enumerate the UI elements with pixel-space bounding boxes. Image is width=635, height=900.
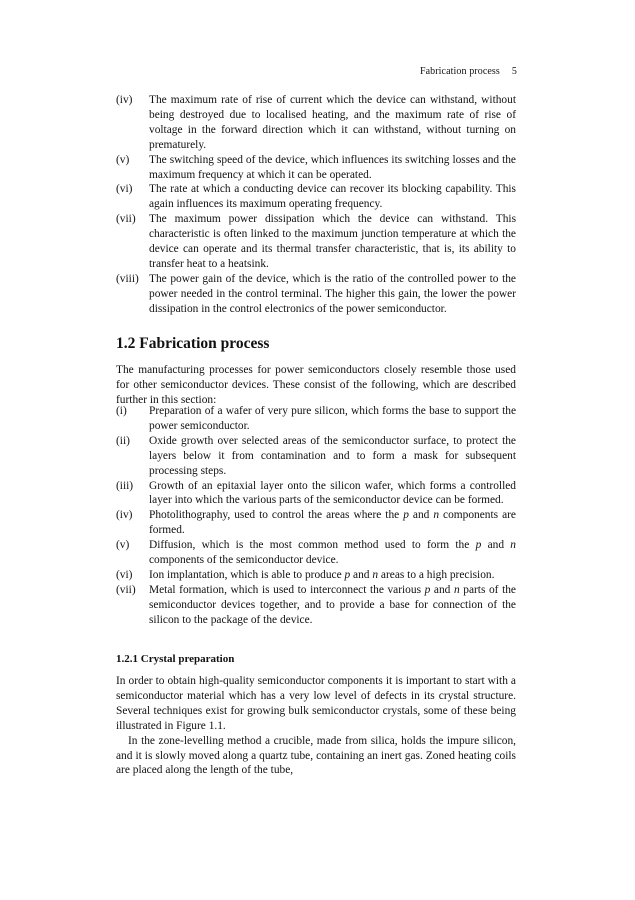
list-item-number: (iv) (116, 94, 133, 106)
list-item-number: (v) (116, 539, 130, 552)
list-item-number: (vii) (116, 583, 136, 596)
list-item-text: Preparation of a wafer of very pure silicon, which forms the base to support the power semiconductor. (149, 405, 516, 432)
running-header-title: Fabrication process (419, 66, 500, 77)
list-item-number: (vi) (116, 183, 133, 196)
list-item (116, 508, 516, 538)
section-intro-paragraph: The manufacturing processes for power semiconductors closely resemble those used for other semiconductor devices. These consist of the following, which are described further in this section: (116, 364, 516, 406)
list-item (116, 434, 516, 479)
device-characteristics-list (116, 93, 516, 317)
list-item (116, 538, 516, 568)
list-item-number: (v) (116, 153, 130, 166)
list-item-text: Oxide growth over selected areas of the semiconductor surface, to protect the layers below it from contamination and to form a mask for subsequent processing steps. (149, 434, 516, 477)
page-number: 5 (511, 66, 517, 77)
subsection-body (116, 674, 516, 778)
list-item-text: The power gain of the device, which is the ratio of the controlled power to the power needed in the control terminal. The higher this gain, the lower the power dissipation in the control electronics of the power semiconductor. (149, 272, 516, 315)
list-item-number: (vi) (116, 568, 133, 581)
list-item-text: Diffusion, which is the most common method used to form the p and n components of the semiconductor device. (149, 539, 516, 567)
list-item (116, 583, 516, 628)
subsection-heading: 1.2.1 Crystal preparation (116, 653, 235, 665)
section-heading: 1.2 Fabrication process (116, 335, 270, 352)
list-item (116, 404, 516, 434)
list-item (116, 272, 516, 317)
list-item-number: (viii) (116, 272, 139, 285)
list-item-text: Photolithography, used to control the areas where the p and n components are formed. (149, 509, 516, 537)
list-item-text: The maximum power dissipation which the device can withstand. This characteristic is often linked to the maximum junction temperature at which the device can operate and its thermal transfer characteristic, that is, its ability to transfer heat to a heatsink. (149, 213, 516, 270)
list-item-number: (i) (116, 405, 127, 417)
list-item-text: Growth of an epitaxial layer onto the silicon wafer, which forms a controlled layer into which the various parts of the semiconductor device can be formed. (149, 479, 516, 507)
list-item-text: Metal formation, which is used to interconnect the various p and n parts of the semiconductor devices together, and to provide a base for connection of the silicon to the package of the device. (149, 583, 516, 626)
list-item-number: (iv) (116, 509, 133, 522)
list-item (116, 93, 516, 153)
list-item (116, 182, 516, 212)
running-header (420, 66, 517, 77)
list-item (116, 153, 516, 183)
list-item (116, 479, 516, 509)
list-item-text: The maximum rate of rise of current which the device can withstand, without being destroyed due to localised heating, and the maximum rate of rise of voltage in the forward direction which it can withstand, without turning on prematurely. (149, 94, 516, 151)
list-item-text: The rate at which a conducting device can recover its blocking capability. This again influences its maximum operating frequency. (149, 183, 516, 211)
list-item-text: The switching speed of the device, which influences its switching losses and the maximum frequency at which it can be operated. (149, 153, 516, 181)
fabrication-steps-list (116, 404, 516, 628)
list-item (116, 212, 516, 272)
list-item (116, 568, 516, 583)
list-item-number: (iii) (116, 479, 134, 492)
list-item-number: (vii) (116, 213, 136, 226)
body-paragraph: In order to obtain high-quality semiconductor components it is important to start with a semiconductor material which has a very low level of defects in its crystal structure. Several techniques exist for growing bulk semiconductor crystals, some of these being illustrated in Figure 1.1. (116, 675, 516, 732)
list-item-number: (ii) (116, 434, 130, 447)
body-paragraph: In the zone-levelling method a crucible, made from silica, holds the impure silicon, and it is slowly moved along a quartz tube, containing an inert gas. Zoned heating coils are placed along the length of the tube, (116, 734, 516, 777)
list-item-text: Ion implantation, which is able to produce p and n areas to a high precision. (149, 568, 495, 581)
